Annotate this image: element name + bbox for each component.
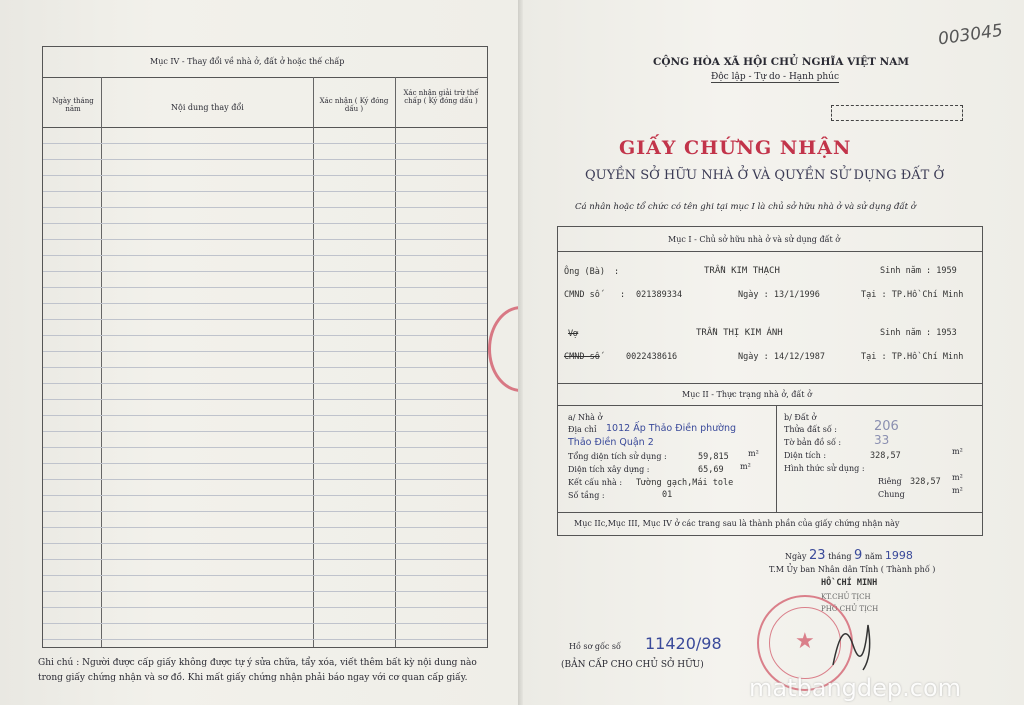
table-row-line (43, 367, 487, 368)
table-row-line (43, 479, 487, 480)
table-row-line (43, 255, 487, 256)
section-i-title: Mục I - Chủ sở hữu nhà ở và sử dụng đất ở (668, 235, 841, 244)
table-row-line (43, 335, 487, 336)
col-date-header: Ngày tháng năm (52, 97, 94, 113)
land-label: b/ Đất ở (784, 413, 817, 422)
owner2-id-place: Tại : TP.Hồ Chí Minh (861, 352, 964, 362)
section-ii-title: Mục II - Thực trạng nhà ở, đất ở (682, 390, 812, 399)
owner1-prefix: Ông (Bà) (564, 267, 605, 277)
address-line1: 1012 Ấp Thảo Điền phường (606, 423, 737, 434)
day-value: 23 (808, 548, 826, 563)
built-area-value: 65,69 (698, 465, 724, 475)
changes-table (42, 46, 488, 648)
plot-value: 206 (874, 419, 899, 434)
day-label: Ngày (785, 552, 807, 561)
certificate-subtitle: QUYỀN SỞ HỮU NHÀ Ở VÀ QUYỀN SỬ DỤNG ĐẤT Ở (585, 168, 945, 183)
owner2-id-date: Ngày : 14/12/1987 (738, 352, 825, 362)
table-row-line (43, 159, 487, 160)
table-row-line (43, 383, 487, 384)
map-label: Tờ bản đồ số : (784, 438, 842, 447)
city-name: HỒ CHÍ MINH (821, 578, 878, 588)
private-area-value: 328,57 (910, 477, 941, 487)
footer-note: Mục IIc,Mục III, Mục IV ở các trang sau là thành phần của giấy chứng nhận này (574, 519, 900, 528)
structure-value: Tường gạch,Mái tole (636, 478, 734, 488)
handwritten-number: 003045 (936, 20, 1004, 50)
col-release-header: Xác nhận giải trừ thế chấp ( Ký đóng dấu ) (403, 89, 479, 105)
committee-label: T.M Ủy ban Nhân dân Tỉnh ( Thành phố ) (769, 565, 936, 574)
section-iv-title: Mục IV - Thay đổi về nhà ở, đất ở hoặc thế chấp (150, 57, 345, 66)
shared-label: Chung (878, 490, 905, 499)
intro-text: Cá nhân hoặc tổ chức có tên ghi tại mục I là chủ sở hữu nhà ở và sử dụng đất ở (575, 202, 916, 212)
table-row-line (43, 447, 487, 448)
total-area-label: Tổng diện tích sử dụng : (568, 452, 667, 461)
private-label: Riêng (878, 477, 902, 486)
file-label: Hồ sơ gốc số (569, 642, 621, 651)
signature-icon (823, 605, 883, 675)
table-row-line (43, 431, 487, 432)
table-row-line (43, 207, 487, 208)
use-form-label: Hình thức sử dụng : (784, 464, 865, 473)
date-line (785, 548, 913, 563)
signer-title-2: PHÓ CHỦ TỊCH (821, 605, 879, 613)
table-row-line (43, 143, 487, 144)
owner2-birth: Sinh năm : 1953 (880, 328, 957, 338)
owner2-id-label: CMND số (564, 352, 600, 362)
owner1-name: TRẦN KIM THẠCH (704, 266, 780, 276)
table-row-line (43, 239, 487, 240)
table-row-line (43, 191, 487, 192)
house-label: a/ Nhà ở (568, 413, 603, 422)
table-row-line (43, 495, 487, 496)
table-row-line (43, 175, 487, 176)
map-value: 33 (874, 433, 890, 447)
main-box: Mục I - Chủ sở hữu nhà ở và sử dụng đất ở Ông (Bà) : TRẦN KIM THẠCH Sinh năm : 1959 CMND số : 021389334 Ngày : 13/1/1996 Tại : TP.Hồ Chí Minh Vợ TRẦN THỊ KIM ÁNH Sinh năm : 1953 CMND số 0022438616 Ngày : 14/12/1987 Tại : TP.Hồ Chí Minh Mục II - Thực trạng nhà ở, đất ở a/ Nhà ở Địa chỉ 1012 Ấp Thảo Điền phường Thảo Điền Quận 2 Tổng diện tích sử dụng : 59,815 m² Diện tích xây dựng : 65,69 m² Kết cấu nhà : Tường gạch,Mái tole Số tầng : 01 b/ Đất ở Thửa đất số : 206 Tờ bản đồ số : 33 Diện tích : 328,57 m² Hình thức sử dụng : Riêng 328,57 m² Chung m² Mục IIc,Mục III, Mục IV ở các trang sau là thành phần của giấy chứng nhận này (557, 226, 983, 536)
col-content-header: Nội dung thay đổi (171, 103, 244, 112)
owner2-prefix: Vợ (568, 329, 579, 339)
address-label: Địa chỉ (568, 425, 597, 434)
address-line2: Thảo Điền Quận 2 (568, 437, 654, 448)
table-row-line (43, 607, 487, 608)
floors-label: Số tầng : (568, 491, 605, 500)
land-area-label: Diện tích : (784, 451, 827, 460)
table-row-line (43, 511, 487, 512)
table-row-line (43, 399, 487, 400)
built-area-unit: m² (740, 462, 751, 471)
table-row-line (43, 463, 487, 464)
floors-value: 01 (662, 490, 673, 500)
land-area-unit: m² (952, 447, 963, 456)
nation-title: CỘNG HÒA XÃ HỘI CHỦ NGHĨA VIỆT NAM (653, 56, 909, 68)
total-area-value: 59,815 (698, 452, 729, 462)
year-value: 1998 (884, 549, 913, 562)
structure-label: Kết cấu nhà : (568, 478, 623, 487)
table-row-line (43, 543, 487, 544)
month-label: tháng (828, 552, 852, 561)
owner1-id-label: CMND số (564, 290, 600, 300)
month-value: 9 (854, 548, 863, 563)
official-seal: ★ (757, 595, 853, 691)
watermark: matbangdep.com (749, 674, 962, 702)
table-row-line (43, 623, 487, 624)
certificate-title: GIẤY CHỨNG NHẬN (619, 137, 852, 159)
col-confirm-header: Xác nhận ( Ký đóng dấu ) (319, 97, 389, 113)
table-row-line (43, 287, 487, 288)
table-row-line (43, 415, 487, 416)
owner1-id-date: Ngày : 13/1/1996 (738, 290, 820, 300)
built-area-label: Diện tích xây dựng : (568, 465, 650, 474)
private-area-unit: m² (952, 473, 963, 482)
signer-title-1: KT.CHỦ TỊCH (821, 593, 871, 601)
note-text: Ghi chú : Người được cấp giấy không được tự ý sửa chữa, tẩy xóa, viết thêm bất kỳ nội dung nào trong giấy chứng nhận và sơ đồ. Khi mất giấy chứng nhận phải báo ngay với cơ quan cấp giấy. (38, 658, 477, 683)
owner2-id: 0022438616 (626, 352, 678, 362)
serial-box (831, 105, 963, 121)
owner1-birth: Sinh năm : 1959 (880, 266, 957, 276)
owner2-name: TRẦN THỊ KIM ÁNH (696, 328, 783, 338)
shared-area-unit: m² (952, 486, 963, 495)
table-row-line (43, 271, 487, 272)
table-row-line (43, 351, 487, 352)
owner1-id: 021389334 (636, 290, 683, 300)
table-row-line (43, 527, 487, 528)
table-row-line (43, 575, 487, 576)
table-row-line (43, 319, 487, 320)
table-row-line (43, 223, 487, 224)
land-area-value: 328,57 (870, 451, 901, 461)
right-page (523, 0, 1024, 705)
file-number: 11420/98 (645, 634, 722, 653)
table-row-line (43, 639, 487, 640)
table-row-line (43, 559, 487, 560)
total-area-unit: m² (748, 449, 759, 458)
issued-to: (BẢN CẤP CHO CHỦ SỞ HỮU) (561, 660, 704, 670)
year-label: năm (864, 552, 883, 561)
owner1-id-place: Tại : TP.Hồ Chí Minh (861, 290, 964, 300)
table-row-line (43, 303, 487, 304)
plot-label: Thửa đất số : (784, 425, 837, 434)
motto: Độc lập - Tự do - Hạnh phúc (711, 72, 840, 82)
table-row-line (43, 591, 487, 592)
